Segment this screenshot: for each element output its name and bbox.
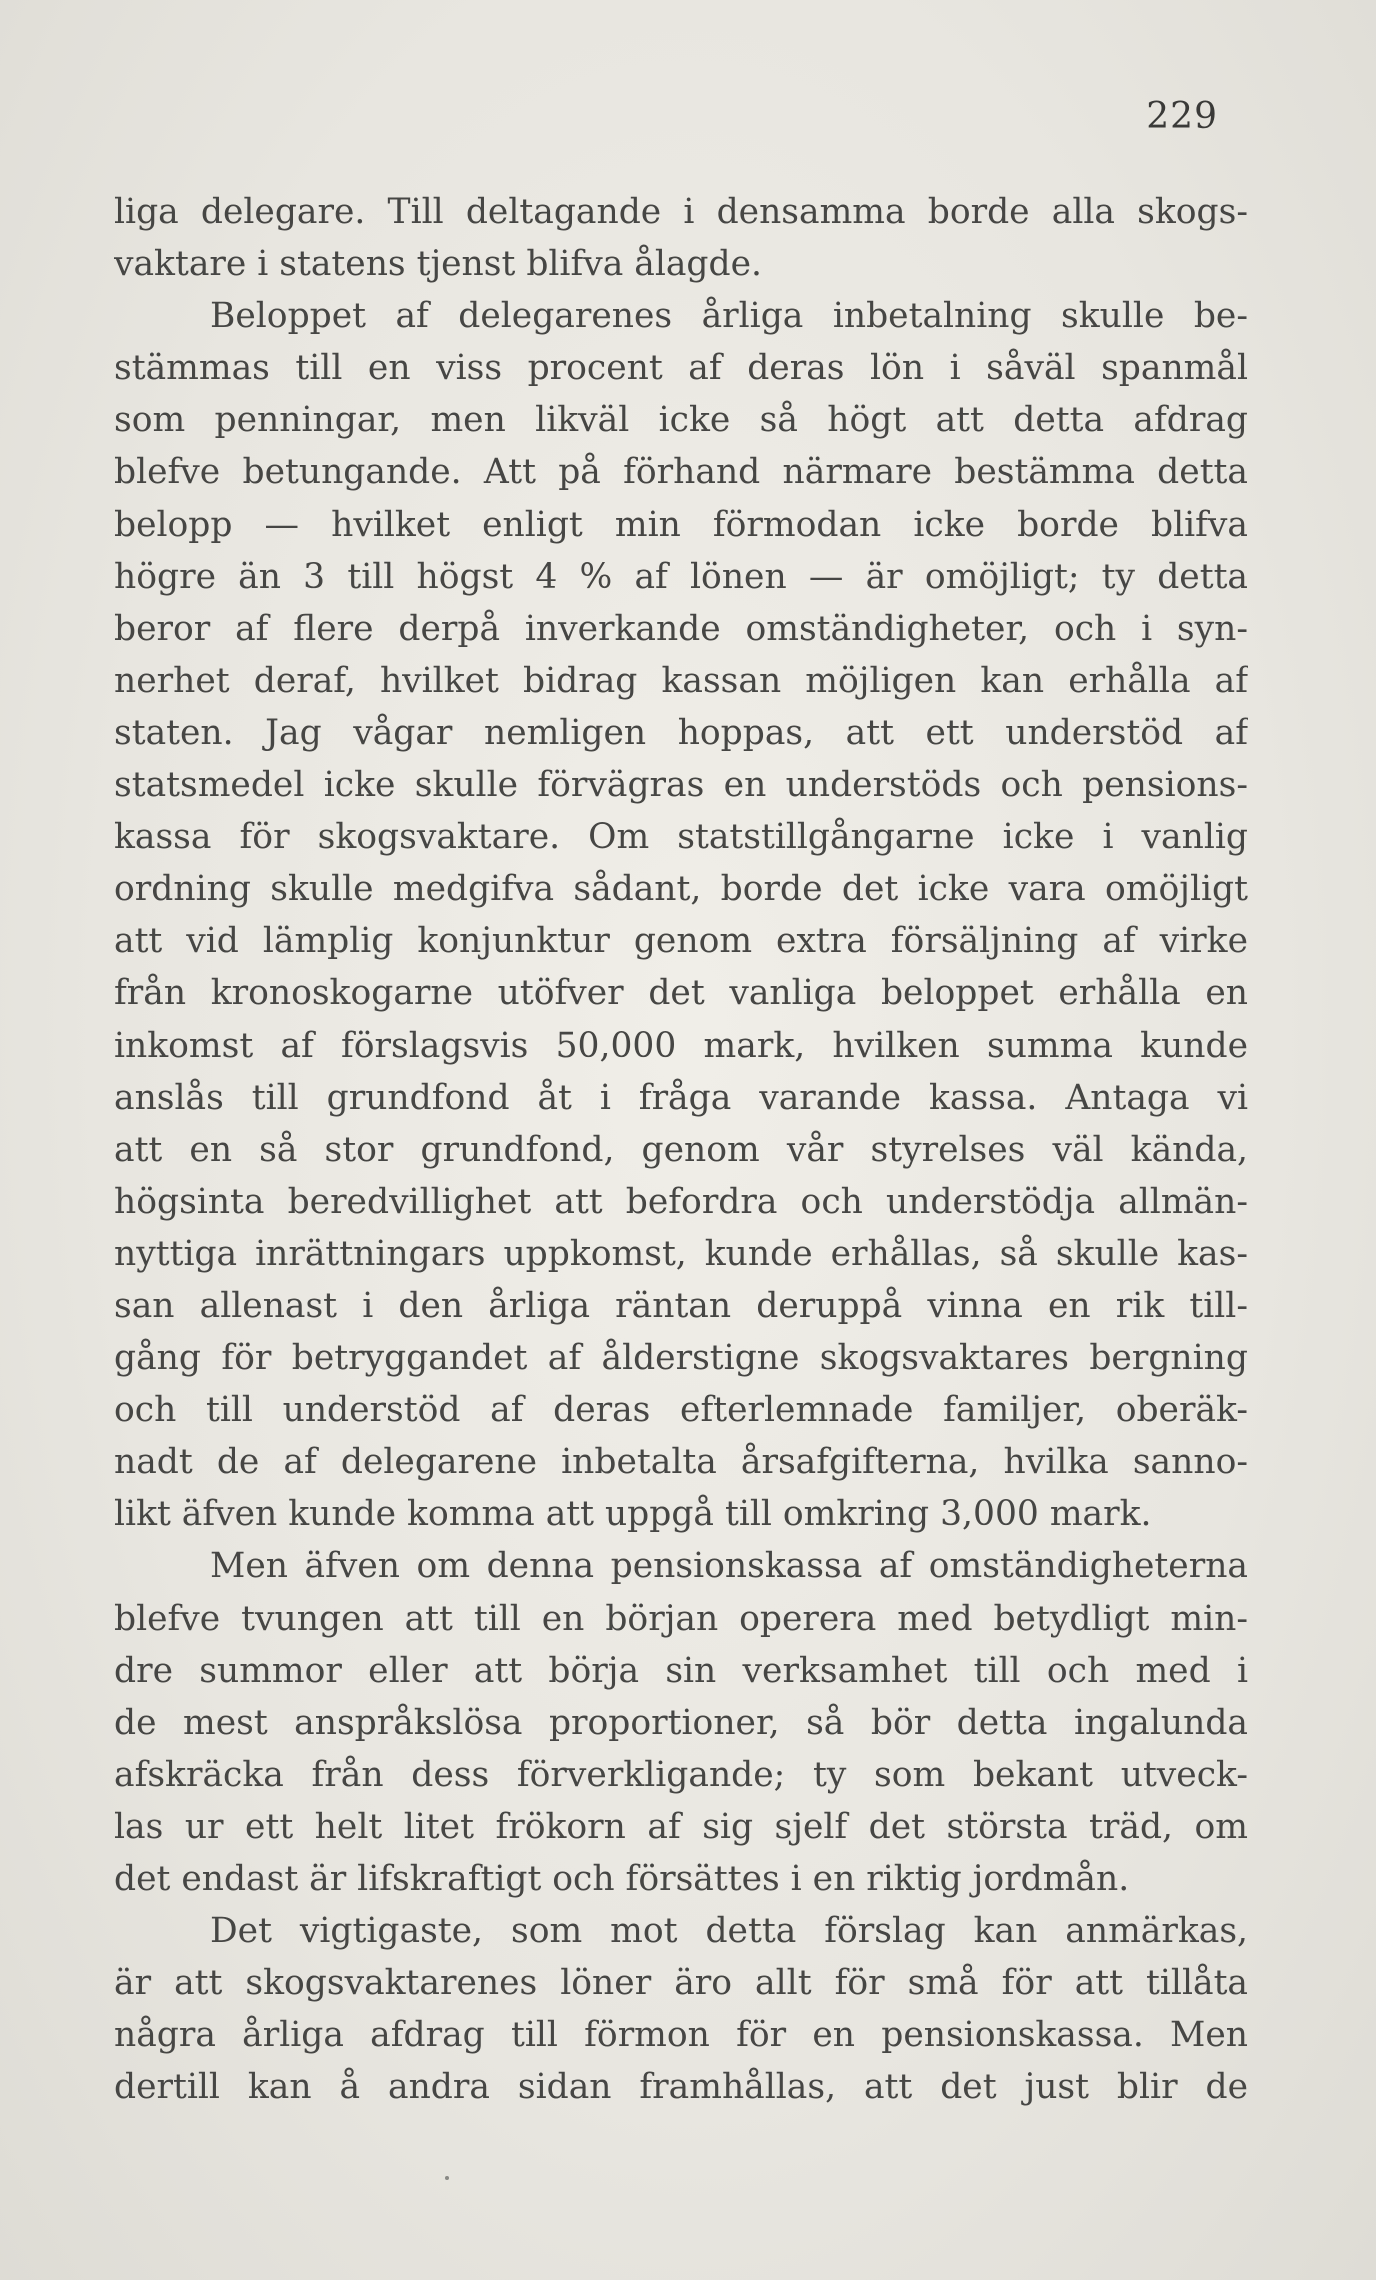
text-line: är att skogsvaktarenes löner äro allt för små för att tillåta bbox=[114, 1963, 1248, 2004]
text-line: san allenast i den årliga räntan deruppå vinna en rik till- bbox=[114, 1285, 1248, 1326]
text-line: liga delegare. Till deltagande i densamma borde alla skogs- bbox=[114, 192, 1248, 232]
text-line: belopp — hvilket enligt min förmodan icke borde blifva bbox=[114, 504, 1248, 545]
text-line: Det vigtigaste, som mot detta förslag kan anmärkas, bbox=[210, 1911, 1248, 1952]
text-line: att en så stor grundfond, genom vår styrelses väl kända, bbox=[114, 1129, 1248, 1170]
text-line: att vid lämplig konjunktur genom extra försäljning af virke bbox=[114, 921, 1248, 962]
text-line: staten. Jag vågar nemligen hoppas, att ett understöd af bbox=[114, 712, 1248, 753]
text-line: de mest anspråkslösa proportioner, så bör detta ingalunda bbox=[114, 1702, 1248, 1743]
text-line: Men äfven om denna pensionskassa af omständigheterna bbox=[210, 1546, 1248, 1587]
text-line: statsmedel icke skulle förvägras en understöds och pensions- bbox=[114, 765, 1248, 806]
text-line: vaktare i statens tjenst blifva ålagde. bbox=[114, 244, 762, 285]
text-line: Beloppet af delegarenes årliga inbetalning skulle be- bbox=[210, 296, 1248, 337]
page-number: 229 bbox=[1146, 96, 1218, 137]
text-line: det endast är lifskraftigt och försättes i en riktig jordmån. bbox=[114, 1859, 1130, 1899]
text-line: som penningar, men likväl icke så högt att detta afdrag bbox=[114, 400, 1248, 441]
text-line: stämmas till en viss procent af deras lön i såväl spanmål bbox=[114, 348, 1248, 389]
text-line: nerhet deraf, hvilket bidrag kassan möjligen kan erhålla af bbox=[114, 660, 1248, 701]
text-line: kassa för skogsvaktare. Om statstillgångarne icke i vanlig bbox=[114, 817, 1248, 858]
text-line: blefve tvungen att till en början operera med betydligt min- bbox=[114, 1598, 1248, 1639]
text-line: högsinta beredvillighet att befordra och understödja allmän- bbox=[114, 1181, 1248, 1222]
ink-speck bbox=[445, 2176, 449, 2180]
text-line: ordning skulle medgifva sådant, borde det icke vara omöjligt bbox=[114, 869, 1248, 910]
text-line: dre summor eller att börja sin verksamhet till och med i bbox=[114, 1650, 1248, 1691]
text-line: högre än 3 till högst 4 % af lönen — är omöjligt; ty detta bbox=[114, 556, 1248, 597]
text-line: nadt de af delegarene inbetalta årsafgifterna, hvilka sanno- bbox=[114, 1442, 1248, 1483]
text-line: gång för betryggandet af ålderstigne skogsvaktares bergning bbox=[114, 1338, 1248, 1379]
text-line: anslås till grundfond åt i fråga varande kassa. Antaga vi bbox=[114, 1077, 1248, 1118]
text-line: från kronoskogarne utöfver det vanliga beloppet erhålla en bbox=[114, 973, 1248, 1014]
body-text bbox=[114, 186, 1248, 2113]
text-line: några årliga afdrag till förmon för en pensionskassa. Men bbox=[114, 2015, 1248, 2056]
text-line: inkomst af förslagsvis 50,000 mark, hvilken summa kunde bbox=[114, 1025, 1248, 1066]
text-line: blefve betungande. Att på förhand närmare bestämma detta bbox=[114, 452, 1248, 493]
text-line: las ur ett helt litet frökorn af sig sjelf det största träd, om bbox=[114, 1806, 1248, 1847]
text-line: och till understöd af deras efterlemnade familjer, oberäk- bbox=[114, 1390, 1248, 1431]
text-line: afskräcka från dess förverkligande; ty som bekant utveck- bbox=[114, 1754, 1248, 1795]
text-line: beror af flere derpå inverkande omständigheter, och i syn- bbox=[114, 608, 1248, 649]
text-line: dertill kan å andra sidan framhållas, att det just blir de bbox=[114, 2067, 1248, 2108]
text-line: nyttiga inrättningars uppkomst, kunde erhållas, så skulle kas- bbox=[114, 1233, 1248, 1274]
text-line: likt äfven kunde komma att uppgå till omkring 3,000 mark. bbox=[114, 1494, 1152, 1535]
